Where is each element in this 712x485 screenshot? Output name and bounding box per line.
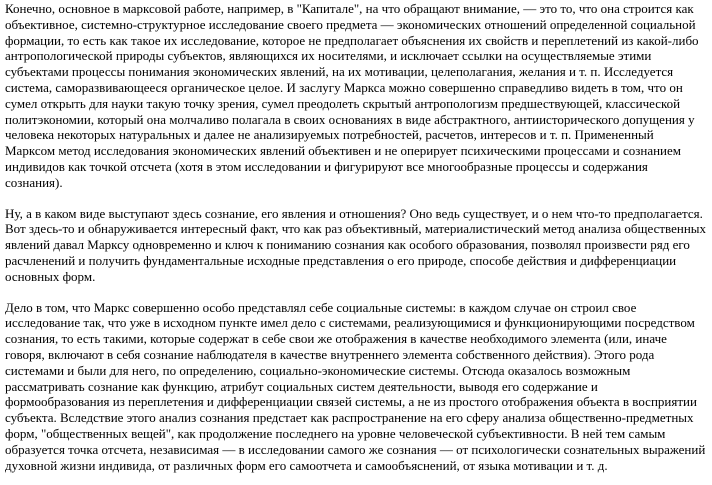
text-line: основных форм.	[5, 268, 96, 284]
text-line: сумел открыть для науки такую точку зрения, сумел преодолеть скрытый антропологизм предшествующей, классической	[5, 95, 681, 111]
text-line: Ну, а в каком виде выступают здесь сознание, его явления и отношения? Оно ведь существует, и о нем что-то предполагается.	[5, 205, 703, 221]
text-line: Марксом метод исследования экономических явлений объективен и не оперирует психическими процессами и сознанием	[5, 143, 682, 159]
text-line: форм, "общественных вещей", как продолжение последнего на уровне человеческой субъективности. В ней тем самым	[5, 425, 666, 441]
text-line: исследование так, что уже в исходном пункте имел дело с системами, реализующимися и функционирующими посредством	[5, 315, 695, 331]
paragraph-1	[5, 0, 706, 191]
text-line: расчленений и получить фундаментальные исходные представления о его природе, способе действия и дифференциации	[5, 252, 677, 268]
text-line: Дело в том, что Маркс совершенно особо представлял себе социальные системы: в каждом случае он строил свое	[5, 299, 637, 315]
text-line: системами и были для него, по определению, социально-экономические системы. Отсюда оказалось возможным	[5, 362, 631, 378]
paragraph-3	[5, 300, 706, 474]
text-line: антропологической природы субъектов, являющихся их носителями, и исключает ссылки на осуществляемые этими	[5, 48, 652, 64]
text-line: политэкономии, который она молчаливо полагала в своих основаниях в виде абстрактного, антиисторического допущения у	[5, 111, 695, 127]
text-line: сознания).	[5, 174, 63, 190]
text-line: Конечно, основное в марксовой работе, например, в "Капитале", на что обращают внимание, — это то, что она строится как	[5, 1, 694, 16]
paragraph-2	[5, 206, 706, 285]
text-line: система, саморазвивающееся органическое целое. И заслугу Маркса можно совершенно справедливо видеть в том, что он	[5, 79, 683, 95]
text-line: объективное, системно-структурное исследование своего предмета — экономических отношений определенной социальной	[5, 16, 696, 32]
text-line: духовной жизни индивида, от различных форм его самоотчета и самообъяснений, от языка мотивации и т. д.	[5, 457, 608, 473]
text-line: формации, то есть как такое их исследование, которое не предполагает объяснения их свойств и переплетений из какой-либо	[5, 32, 699, 48]
text-line: человека некоторых натуральных и далее не анализируемых потребностей, расчетов, интересов и т. п. Примененный	[5, 127, 654, 143]
text-line: образуется точка отсчета, независимая — в исследовании самого же сознания — от психологически сознательных выражений	[5, 441, 706, 457]
text-line: субъектами процессы понимания экономических явлений, на их мотивации, целеполагания, желания и т. п. Исследуется	[5, 64, 674, 80]
text-line: рассматривать сознание как функцию, атрибут социальных систем деятельности, выводя его содержание и	[5, 378, 598, 394]
text-line: говоря, включают в себя сознание наблюдателя в качестве внутреннего элемента собственного действия). Этого рода	[5, 346, 655, 362]
text-line: индивидов как точкой отсчета (хотя в этом исследовании и фигурируют все многообразные процессы и содержания	[5, 158, 648, 174]
text-line: формообразования из переплетения и дифференциации связей системы, а не из простого отображения объекта в восприятии	[5, 394, 697, 410]
text-line: Вот здесь-то и обнаруживается интересный факт, что как раз объективный, материалистический метод анализа общественных	[5, 221, 707, 237]
text-line: сознания, то есть такими, которые содержат в себе свои же отображения в качестве необходимого элемента (или, иначе	[5, 331, 667, 347]
text-line: субъекта. Вследствие этого анализ сознания предстает как распространение на его сферу анализа общественно-предметных	[5, 410, 694, 426]
text-line: явлений давал Марксу одновременно и ключ к пониманию сознания как особого образования, позволял произвести ряд его	[5, 237, 690, 253]
